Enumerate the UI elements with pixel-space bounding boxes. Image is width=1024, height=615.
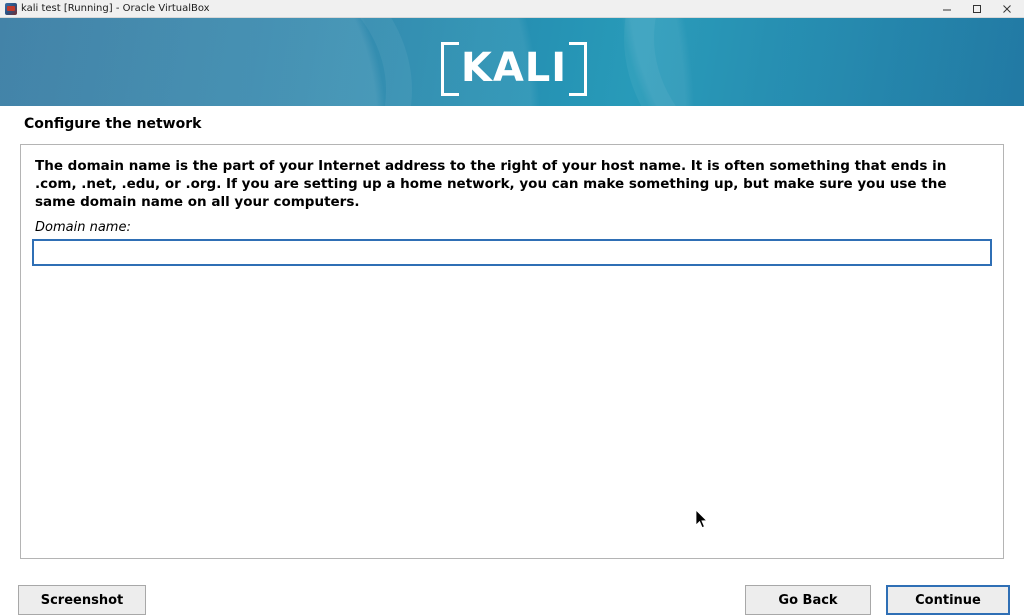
logo-text: KALI [460,45,568,91]
window-controls [932,0,1022,18]
minimize-icon[interactable] [932,0,962,18]
domain-name-input[interactable] [32,239,992,266]
domain-name-field-wrapper [32,239,992,266]
domain-name-label: Domain name: [35,220,131,236]
page-title: Configure the network [24,116,202,132]
close-icon[interactable] [992,0,1022,18]
kali-installer-screen [0,18,1024,606]
screenshot-button[interactable]: Screenshot [18,585,146,615]
window-titlebar [0,0,1024,18]
kali-logo [441,42,587,96]
virtualbox-icon [5,3,17,15]
go-back-button[interactable]: Go Back [745,585,871,615]
window-title: kali test [Running] - Oracle VirtualBox [21,3,210,14]
main-panel [20,144,1004,559]
footer-buttons [0,570,1024,606]
continue-button[interactable]: Continue [886,585,1010,615]
maximize-icon[interactable] [962,0,992,18]
kali-banner [0,18,1024,106]
description-text: The domain name is the part of your Internet address to the right of your host name. It is often something that ends in .com, .net, .edu, or .org. If you are setting up a home network, you can make something up, but make sure you use the same domain name on all your computers. [35,158,947,211]
